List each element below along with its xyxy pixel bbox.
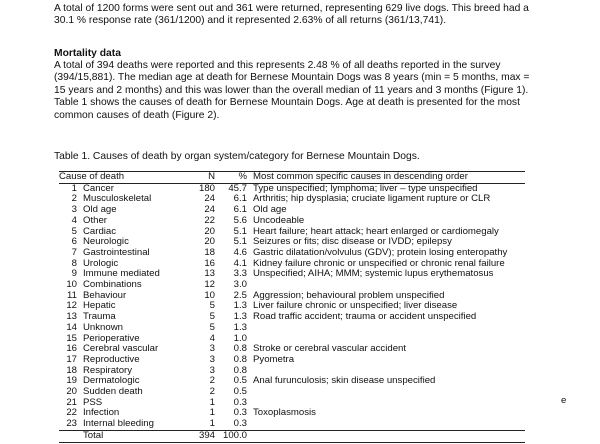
causes-of-death-table <box>59 171 525 443</box>
row-pct: 0.3 <box>233 418 247 430</box>
row-pct: 3.0 <box>233 279 247 291</box>
row-pct: 5.6 <box>233 214 247 226</box>
row-specific-causes: Liver failure chronic or unspecified; liver disease <box>253 300 458 312</box>
row-number: 5 <box>71 225 77 237</box>
row-specific-causes: Stroke or cerebral vascular accident <box>253 343 407 355</box>
row-cause: Behaviour <box>83 289 127 301</box>
row-number: 23 <box>66 418 77 430</box>
row-pct: 6.1 <box>233 193 247 205</box>
row-pct: 5.1 <box>233 225 247 237</box>
row-pct: 0.3 <box>233 396 247 408</box>
row-pct: 6.1 <box>233 204 247 216</box>
row-number: 19 <box>66 375 77 387</box>
row-specific-causes: Aggression; behavioural problem unspecified <box>253 289 445 301</box>
row-specific-causes: Type unspecified; lymphoma; liver – type unspecified <box>253 182 478 194</box>
row-n: 1 <box>209 396 215 408</box>
total-pct: 100.0 <box>222 429 247 441</box>
row-specific-causes: Kidney failure chronic or unspecified or chronic renal failure <box>253 257 505 269</box>
row-number: 8 <box>71 257 77 269</box>
row-pct: 1.0 <box>233 332 247 344</box>
table-caption: Table 1. Causes of death by organ system/category for Bernese Mountain Dogs. <box>54 151 420 162</box>
row-pct: 45.7 <box>228 182 247 194</box>
row-number: 15 <box>66 332 77 344</box>
row-specific-causes <box>253 323 525 334</box>
table-row <box>59 387 525 398</box>
header-n: N <box>208 171 215 182</box>
row-n: 16 <box>204 257 215 269</box>
row-n: 3 <box>209 343 215 355</box>
mortality-paragraph: A total of 394 deaths were reported and this represents 2.48 % of all deaths reported in the survey (394/15,881). The median age at death for Bernese Mountain Dogs was 8 years (min = 5 months, max = 15 years and 2 months) and this was lower than the overall median of 11 years and 3 months (Figure 1). Table 1 shows the causes of death for Bernese Mountain Dogs. Age at death is presented for the most common causes of death (Figure 2). <box>54 60 530 121</box>
row-specific-causes: Pyometra <box>253 353 295 365</box>
row-cause: Trauma <box>83 311 116 323</box>
row-specific-causes: Old age <box>253 204 287 216</box>
row-n: 5 <box>209 311 215 323</box>
row-n: 2 <box>209 386 215 398</box>
row-n: 3 <box>209 364 215 376</box>
row-cause: Old age <box>83 204 117 216</box>
header-pct: % <box>238 171 247 182</box>
row-number: 2 <box>71 193 77 205</box>
row-pct: 0.8 <box>233 364 247 376</box>
row-number: 11 <box>67 289 77 301</box>
row-specific-causes: Heart failure; heart attack; heart enlarged or cardiomegaly <box>253 225 499 237</box>
row-number: 22 <box>66 407 77 419</box>
row-number: 14 <box>66 321 77 333</box>
row-cause: Respiratory <box>83 364 133 376</box>
row-number: 20 <box>66 386 77 398</box>
row-specific-causes: Road traffic accident; trauma or accident unspecified <box>253 311 477 323</box>
row-specific-causes: Toxoplasmosis <box>253 407 316 419</box>
row-specific-causes: Unspecified; AIHA; MMM; systemic lupus erythematosus <box>253 268 494 280</box>
stray-glyph: e <box>561 395 567 406</box>
row-number: 21 <box>66 396 77 408</box>
row-number: 7 <box>71 246 77 258</box>
row-n: 12 <box>204 279 215 291</box>
row-cause: Combinations <box>83 279 142 291</box>
row-cause: Reproductive <box>83 353 140 365</box>
row-cause: Infection <box>83 407 120 419</box>
row-cause: Cancer <box>83 182 114 194</box>
row-n: 22 <box>204 214 215 226</box>
row-n: 5 <box>209 300 215 312</box>
total-n: 394 <box>198 429 215 441</box>
row-number: 4 <box>71 214 77 226</box>
row-cause: Internal bleeding <box>83 418 154 430</box>
row-pct: 0.8 <box>233 353 247 365</box>
row-pct: 0.5 <box>233 386 247 398</box>
table-row <box>59 216 525 227</box>
row-pct: 2.5 <box>233 289 247 301</box>
row-specific-causes <box>253 387 525 398</box>
row-cause: Perioperative <box>83 332 140 344</box>
table-row <box>59 194 525 205</box>
mortality-heading: Mortality data <box>54 48 121 59</box>
row-n: 24 <box>204 204 215 216</box>
row-cause: Urologic <box>83 257 119 269</box>
table-header-row <box>59 172 525 184</box>
row-specific-causes: Seizures or fits; disc disease or IVDD; epilepsy <box>253 236 452 248</box>
table-row <box>59 323 525 334</box>
row-n: 2 <box>209 375 215 387</box>
table-row <box>59 419 525 430</box>
row-cause: Gastrointestinal <box>83 246 150 258</box>
row-n: 20 <box>204 236 215 248</box>
row-specific-causes: Uncodeable <box>253 214 305 226</box>
row-cause: Other <box>83 214 107 226</box>
row-specific-causes: Gastric dilatation/volvulus (GDV); protein losing enteropathy <box>253 246 508 258</box>
row-number: 6 <box>71 236 77 248</box>
total-label: Total <box>83 429 104 441</box>
row-cause: Immune mediated <box>83 268 160 280</box>
row-n: 180 <box>198 182 215 194</box>
table-total-row <box>59 430 525 442</box>
row-specific-causes: Anal furunculosis; skin disease unspecified <box>253 375 436 387</box>
row-n: 5 <box>209 321 215 333</box>
row-number: 10 <box>66 279 77 291</box>
row-number: 12 <box>66 300 77 312</box>
row-number: 16 <box>66 343 77 355</box>
row-cause: Dermatologic <box>83 375 140 387</box>
row-number: 3 <box>71 204 77 216</box>
header-cause: Cause of death <box>59 171 125 182</box>
row-number: 9 <box>71 268 77 280</box>
row-pct: 5.1 <box>233 236 247 248</box>
row-n: 1 <box>209 418 215 430</box>
intro-paragraph: A total of 1200 forms were sent out and 361 were returned, representing 629 live dogs. This breed had a 30.1 % response rate (361/1200) and it represented 2.63% of all returns (361/13,741). <box>54 3 529 27</box>
row-n: 24 <box>204 193 215 205</box>
row-n: 10 <box>204 289 215 301</box>
row-cause: Sudden death <box>83 386 143 398</box>
row-cause: Hepatic <box>83 300 116 312</box>
row-number: 13 <box>66 311 77 323</box>
row-cause: Neurologic <box>83 236 129 248</box>
row-cause: PSS <box>83 396 103 408</box>
header-specific: Most common specific causes in descending order <box>253 171 468 182</box>
row-number: 18 <box>66 364 77 376</box>
row-n: 20 <box>204 225 215 237</box>
row-n: 18 <box>204 246 215 258</box>
row-n: 13 <box>204 268 215 280</box>
row-n: 4 <box>209 332 215 344</box>
row-specific-causes: Arthritis; hip dysplasia; cruciate ligament rupture or CLR <box>253 193 491 205</box>
row-number: 1 <box>71 182 77 194</box>
row-pct: 1.3 <box>233 300 247 312</box>
row-n: 3 <box>209 353 215 365</box>
row-pct: 0.8 <box>233 343 247 355</box>
table-row <box>59 312 525 323</box>
row-pct: 0.3 <box>233 407 247 419</box>
row-cause: Cardiac <box>83 225 117 237</box>
row-number: 17 <box>66 353 77 365</box>
row-pct: 4.1 <box>233 257 247 269</box>
row-cause: Unknown <box>83 321 123 333</box>
row-pct: 1.3 <box>233 321 247 333</box>
row-specific-causes <box>253 419 525 430</box>
row-pct: 1.3 <box>233 311 247 323</box>
row-pct: 0.5 <box>233 375 247 387</box>
row-n: 1 <box>209 407 215 419</box>
row-cause: Musculoskeletal <box>83 193 152 205</box>
row-pct: 4.6 <box>233 246 247 258</box>
row-pct: 3.3 <box>233 268 247 280</box>
row-cause: Cerebral vascular <box>83 343 159 355</box>
